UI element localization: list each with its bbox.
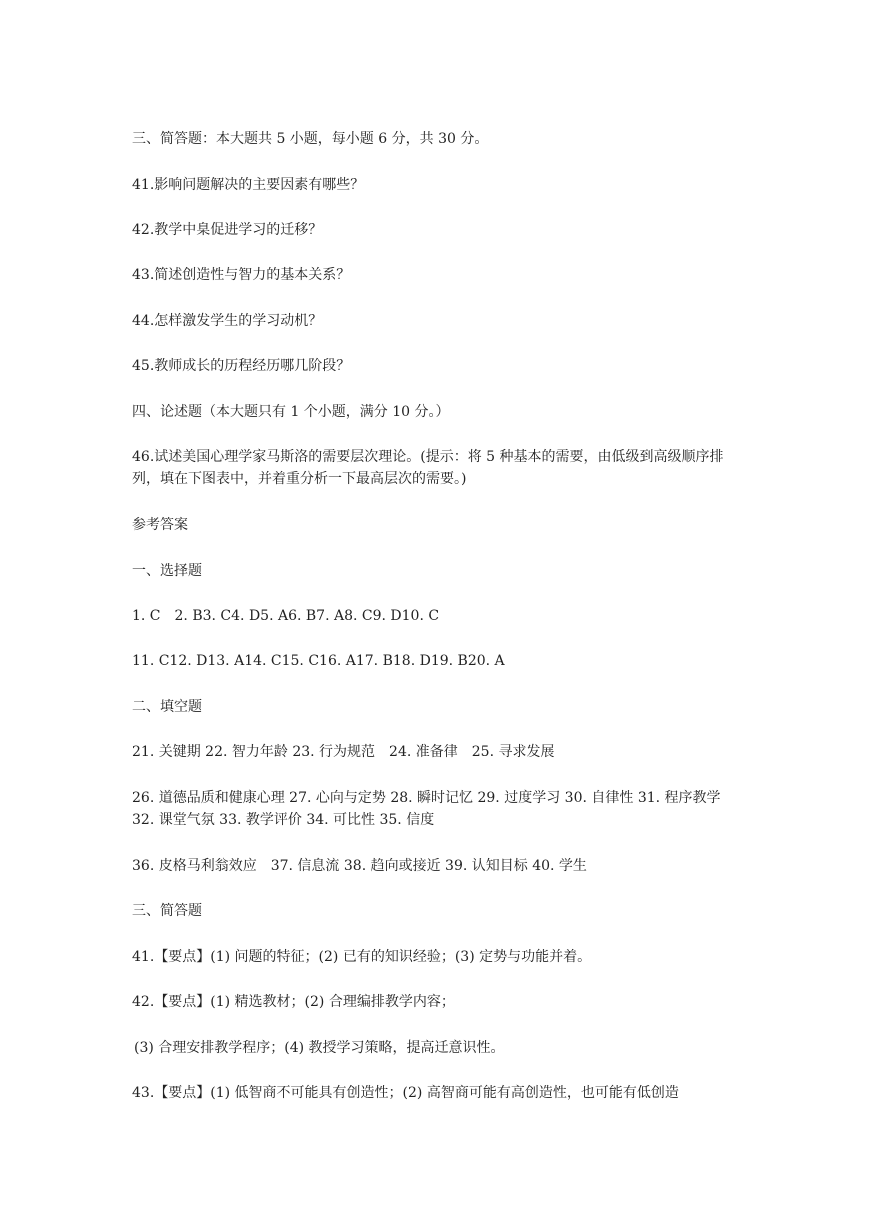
question-45: 45.教师成长的历程经历哪几阶段？ (132, 358, 351, 374)
question-41: 41.影响问题解决的主要因素有哪些？ (132, 177, 365, 193)
answer-section-short: 三、简答题 (132, 903, 202, 919)
answer-42-part1: 42.【要点】(1) 精选教材；(2) 合理编排教学内容； (132, 994, 455, 1010)
answer-section-fill: 二、填空题 (132, 699, 202, 715)
answer-choice-1-10: 1. C 2. B3. C4. D5. A6. B7. A8. C9. D10. C (132, 608, 440, 624)
question-46: 46.试述美国心理学家马斯洛的需要层次理论。(提示：将 5 种基本的需要，由低级到高级顺序排列，填在下图表中，并着重分析一下最高层次的需要。) (132, 449, 724, 487)
section-heading-short-answer: 三、简答题：本大题共 5 小题，每小题 6 分，共 30 分。 (132, 131, 489, 147)
answer-fill-26-35: 26. 道德品质和健康心理 27. 心向与定势 28. 瞬时记忆 29. 过度学习 30. 自律性 31. 程序教学 32. 课堂气氛 33. 教学评价 34. 可比性 35. 信度 (132, 790, 735, 828)
question-42: 42.教学中臬促进学习的迁移？ (132, 222, 323, 238)
answer-fill-21-25: 21. 关键期 22. 智力年龄 23. 行为规范 24. 准备律 25. 寻求发展 (132, 744, 555, 760)
answer-fill-36-40: 36. 皮格马利翁效应 37. 信息流 38. 趋向或接近 39. 认知目标 40. 学生 (132, 858, 587, 874)
section-heading-essay: 四、论述题（本大题只有 1 个小题，满分 10 分。） (132, 404, 450, 420)
answer-section-choice: 一、选择题 (132, 563, 202, 579)
answer-41: 41.【要点】(1) 问题的特征；(2) 已有的知识经验；(3) 定势与功能并着。 (132, 949, 592, 965)
answer-42-part2: (3) 合理安排教学程序；(4) 教授学习策略，提高迁意识性。 (134, 1040, 505, 1056)
question-44: 44.怎样激发学生的学习动机？ (132, 313, 323, 329)
answer-choice-11-20: 11. C12. D13. A14. C15. C16. A17. B18. D19. B20. A (132, 653, 505, 669)
answer-43: 43.【要点】(1) 低智商不可能具有创造性；(2) 高智商可能有高创造性，也可能有低创造 (132, 1085, 679, 1101)
question-43: 43.简述创造性与智力的基本关系？ (132, 267, 351, 283)
answer-key-heading: 参考答案 (132, 517, 188, 533)
